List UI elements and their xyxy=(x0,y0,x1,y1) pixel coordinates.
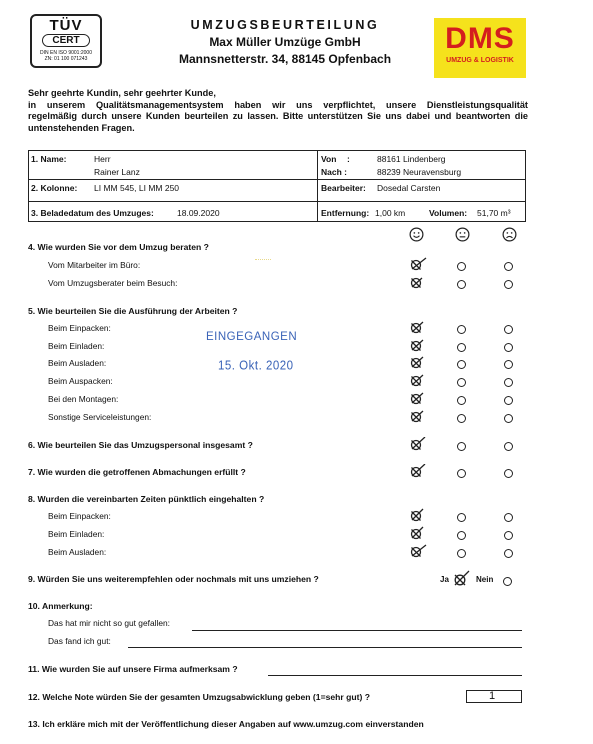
question-5d: Beim Auspacken: xyxy=(48,376,113,386)
referral-source-line[interactable] xyxy=(268,675,522,676)
question-5: 5. Wie beurteilen Sie die Ausführung der Arbeiten ? xyxy=(28,306,238,316)
question-4a: Vom Mitarbeiter im Büro: xyxy=(48,260,141,270)
rating-radio[interactable] xyxy=(504,262,513,271)
nach-label: Nach : xyxy=(321,167,347,177)
rating-radio[interactable] xyxy=(504,531,513,540)
intro-text xyxy=(28,88,528,134)
checked-mark-icon[interactable] xyxy=(409,355,429,371)
question-7: 7. Wie wurden die getroffenen Abmachungen erfüllt ? xyxy=(28,467,246,477)
received-stamp-date: 15. Okt. 2020 xyxy=(218,359,294,373)
von-colon: : xyxy=(347,154,350,164)
question-5e: Bei den Montagen: xyxy=(48,394,119,404)
neutral-smiley-icon xyxy=(455,227,470,242)
cert-number-text: ZN: 01 100 071243 xyxy=(44,56,88,62)
greeting: Sehr geehrte Kundin, sehr geehrter Kunde, xyxy=(28,88,216,98)
customer-info-table xyxy=(28,150,526,222)
question-8c: Beim Ausladen: xyxy=(48,547,107,557)
document-header xyxy=(150,18,420,66)
rating-radio[interactable] xyxy=(504,442,513,451)
bearbeiter-label: Bearbeiter: xyxy=(321,183,366,193)
nach-value: 88239 Neuravensburg xyxy=(377,167,462,177)
cert-logo-text: CERT xyxy=(42,34,90,47)
entfernung-value: 1,00 km xyxy=(375,208,406,218)
rating-radio[interactable] xyxy=(457,396,466,405)
rating-radio[interactable] xyxy=(504,549,513,558)
tuv-logo-text: TÜV xyxy=(49,17,83,34)
von-value: 88161 Lindenberg xyxy=(377,154,446,164)
question-5c: Beim Ausladen: xyxy=(48,358,107,368)
checked-mark-icon[interactable] xyxy=(409,373,429,389)
checked-mark-icon[interactable] xyxy=(409,464,429,480)
dms-logo-subtitle: UMZUG & LOGISTIK xyxy=(446,57,514,64)
entfernung-label: Entfernung: xyxy=(321,208,370,218)
rating-radio[interactable] xyxy=(457,262,466,271)
rating-radio[interactable] xyxy=(457,549,466,558)
ja-checked-mark-icon[interactable] xyxy=(452,570,472,588)
checked-mark-icon[interactable] xyxy=(409,320,429,336)
dms-logo-text: DMS xyxy=(445,22,515,55)
question-9: 9. Würden Sie uns weiterempfehlen oder nochmals mit uns umziehen ? xyxy=(28,574,319,584)
rating-radio[interactable] xyxy=(504,513,513,522)
question-8: 8. Wurden die vereinbarten Zeiten pünktlich eingehalten ? xyxy=(28,494,265,504)
remark-negative-line[interactable] xyxy=(192,630,522,631)
volumen-label: Volumen: xyxy=(429,208,468,218)
question-5a: Beim Einpacken: xyxy=(48,323,111,333)
question-12: 12. Welche Note würden Sie der gesamten Umzugsabwicklung geben (1=sehr gut) ? xyxy=(28,692,370,702)
rating-radio[interactable] xyxy=(457,513,466,522)
question-10b: Das fand ich gut: xyxy=(48,636,111,646)
faint-mark xyxy=(255,259,271,268)
question-4b: Vom Umzugsberater beim Besuch: xyxy=(48,278,178,288)
table-divider xyxy=(29,179,317,180)
answer-ja-label: Ja xyxy=(440,575,449,584)
rating-radio[interactable] xyxy=(457,442,466,451)
rating-radio[interactable] xyxy=(504,360,513,369)
checked-mark-icon[interactable] xyxy=(409,544,429,560)
name-title: Herr xyxy=(94,154,111,164)
rating-radio[interactable] xyxy=(504,469,513,478)
question-4: 4. Wie wurden Sie vor dem Umzug beraten ? xyxy=(28,242,209,252)
question-13: 13. Ich erkläre mich mit der Veröffentlichung dieser Angaben auf www.umzug.com einverstanden xyxy=(28,719,424,729)
rating-radio[interactable] xyxy=(457,414,466,423)
table-divider xyxy=(317,179,525,180)
rating-radio[interactable] xyxy=(504,396,513,405)
question-5b: Beim Einladen: xyxy=(48,341,105,351)
rating-radio[interactable] xyxy=(457,325,466,334)
rating-radio[interactable] xyxy=(504,325,513,334)
bearbeiter-value: Dosedal Carsten xyxy=(377,183,441,193)
question-11: 11. Wie wurden Sie auf unsere Firma aufmerksam ? xyxy=(28,664,238,674)
answer-nein-label: Nein xyxy=(476,575,494,584)
dms-logo xyxy=(434,18,526,78)
intro-line-1: in unserem Qualitätsmanagementsystem haben wir uns verpflichtet, unsere Dienstleistungsqualität xyxy=(28,99,528,110)
customer-name: Rainer Lanz xyxy=(94,167,140,177)
nein-radio[interactable] xyxy=(503,577,512,586)
checked-mark-icon[interactable] xyxy=(409,275,429,291)
table-divider xyxy=(29,201,525,202)
rating-radio[interactable] xyxy=(504,280,513,289)
question-8b: Beim Einladen: xyxy=(48,529,105,539)
rating-radio[interactable] xyxy=(457,280,466,289)
rating-radio[interactable] xyxy=(504,378,513,387)
checked-mark-icon[interactable] xyxy=(409,409,429,425)
question-10a: Das hat mir nicht so gut gefallen: xyxy=(48,618,170,628)
intro-line-3: untenstehenden Fragen. xyxy=(28,122,135,133)
question-6: 6. Wie beurteilen Sie das Umzugspersonal insgesamt ? xyxy=(28,440,253,450)
rating-radio[interactable] xyxy=(504,343,513,352)
grade-box[interactable] xyxy=(466,690,522,703)
question-8a: Beim Einpacken: xyxy=(48,511,111,521)
name-label: 1. Name: xyxy=(31,154,67,164)
rating-radio[interactable] xyxy=(457,343,466,352)
kolonne-label: 2. Kolonne: xyxy=(31,183,78,193)
date-value: 18.09.2020 xyxy=(177,208,220,218)
checked-mark-icon[interactable] xyxy=(409,257,429,273)
rating-radio[interactable] xyxy=(457,531,466,540)
iso-norm-text: DIN EN ISO 9001:2000 xyxy=(40,50,92,56)
volumen-value: 51,70 m³ xyxy=(477,208,511,218)
rating-radio[interactable] xyxy=(457,469,466,478)
rating-radio[interactable] xyxy=(457,360,466,369)
document-title: UMZUGSBEURTEILUNG xyxy=(190,18,380,32)
table-divider xyxy=(317,151,318,221)
checked-mark-icon[interactable] xyxy=(409,437,429,453)
checked-mark-icon[interactable] xyxy=(409,391,429,407)
kolonne-value: LI MM 545, LI MM 250 xyxy=(94,183,180,193)
received-stamp: EINGEGANGEN xyxy=(206,331,298,343)
checked-mark-icon[interactable] xyxy=(409,508,429,524)
checked-mark-icon[interactable] xyxy=(409,526,429,542)
question-10: 10. Anmerkung: xyxy=(28,601,93,611)
rating-radio[interactable] xyxy=(457,378,466,387)
remark-positive-line[interactable] xyxy=(128,647,522,648)
company-address: Mannsnetterstr. 34, 88145 Opfenbach xyxy=(178,52,392,66)
date-label: 3. Beladedatum des Umzuges: xyxy=(31,208,154,218)
tuv-cert-logo xyxy=(30,14,102,68)
question-5f: Sonstige Serviceleistungen: xyxy=(48,412,152,422)
checked-mark-icon[interactable] xyxy=(409,338,429,354)
sad-smiley-icon xyxy=(502,227,517,242)
company-name: Max Müller Umzüge GmbH xyxy=(209,35,361,49)
grade-value: 1 xyxy=(489,690,496,702)
von-label: Von xyxy=(321,154,337,164)
happy-smiley-icon xyxy=(409,227,424,242)
intro-line-2: regelmäßig durch unsere Kunden beurteilen zu lassen. Bitte unterstützen Sie uns dabei und beantworten die xyxy=(28,111,528,122)
rating-radio[interactable] xyxy=(504,414,513,423)
